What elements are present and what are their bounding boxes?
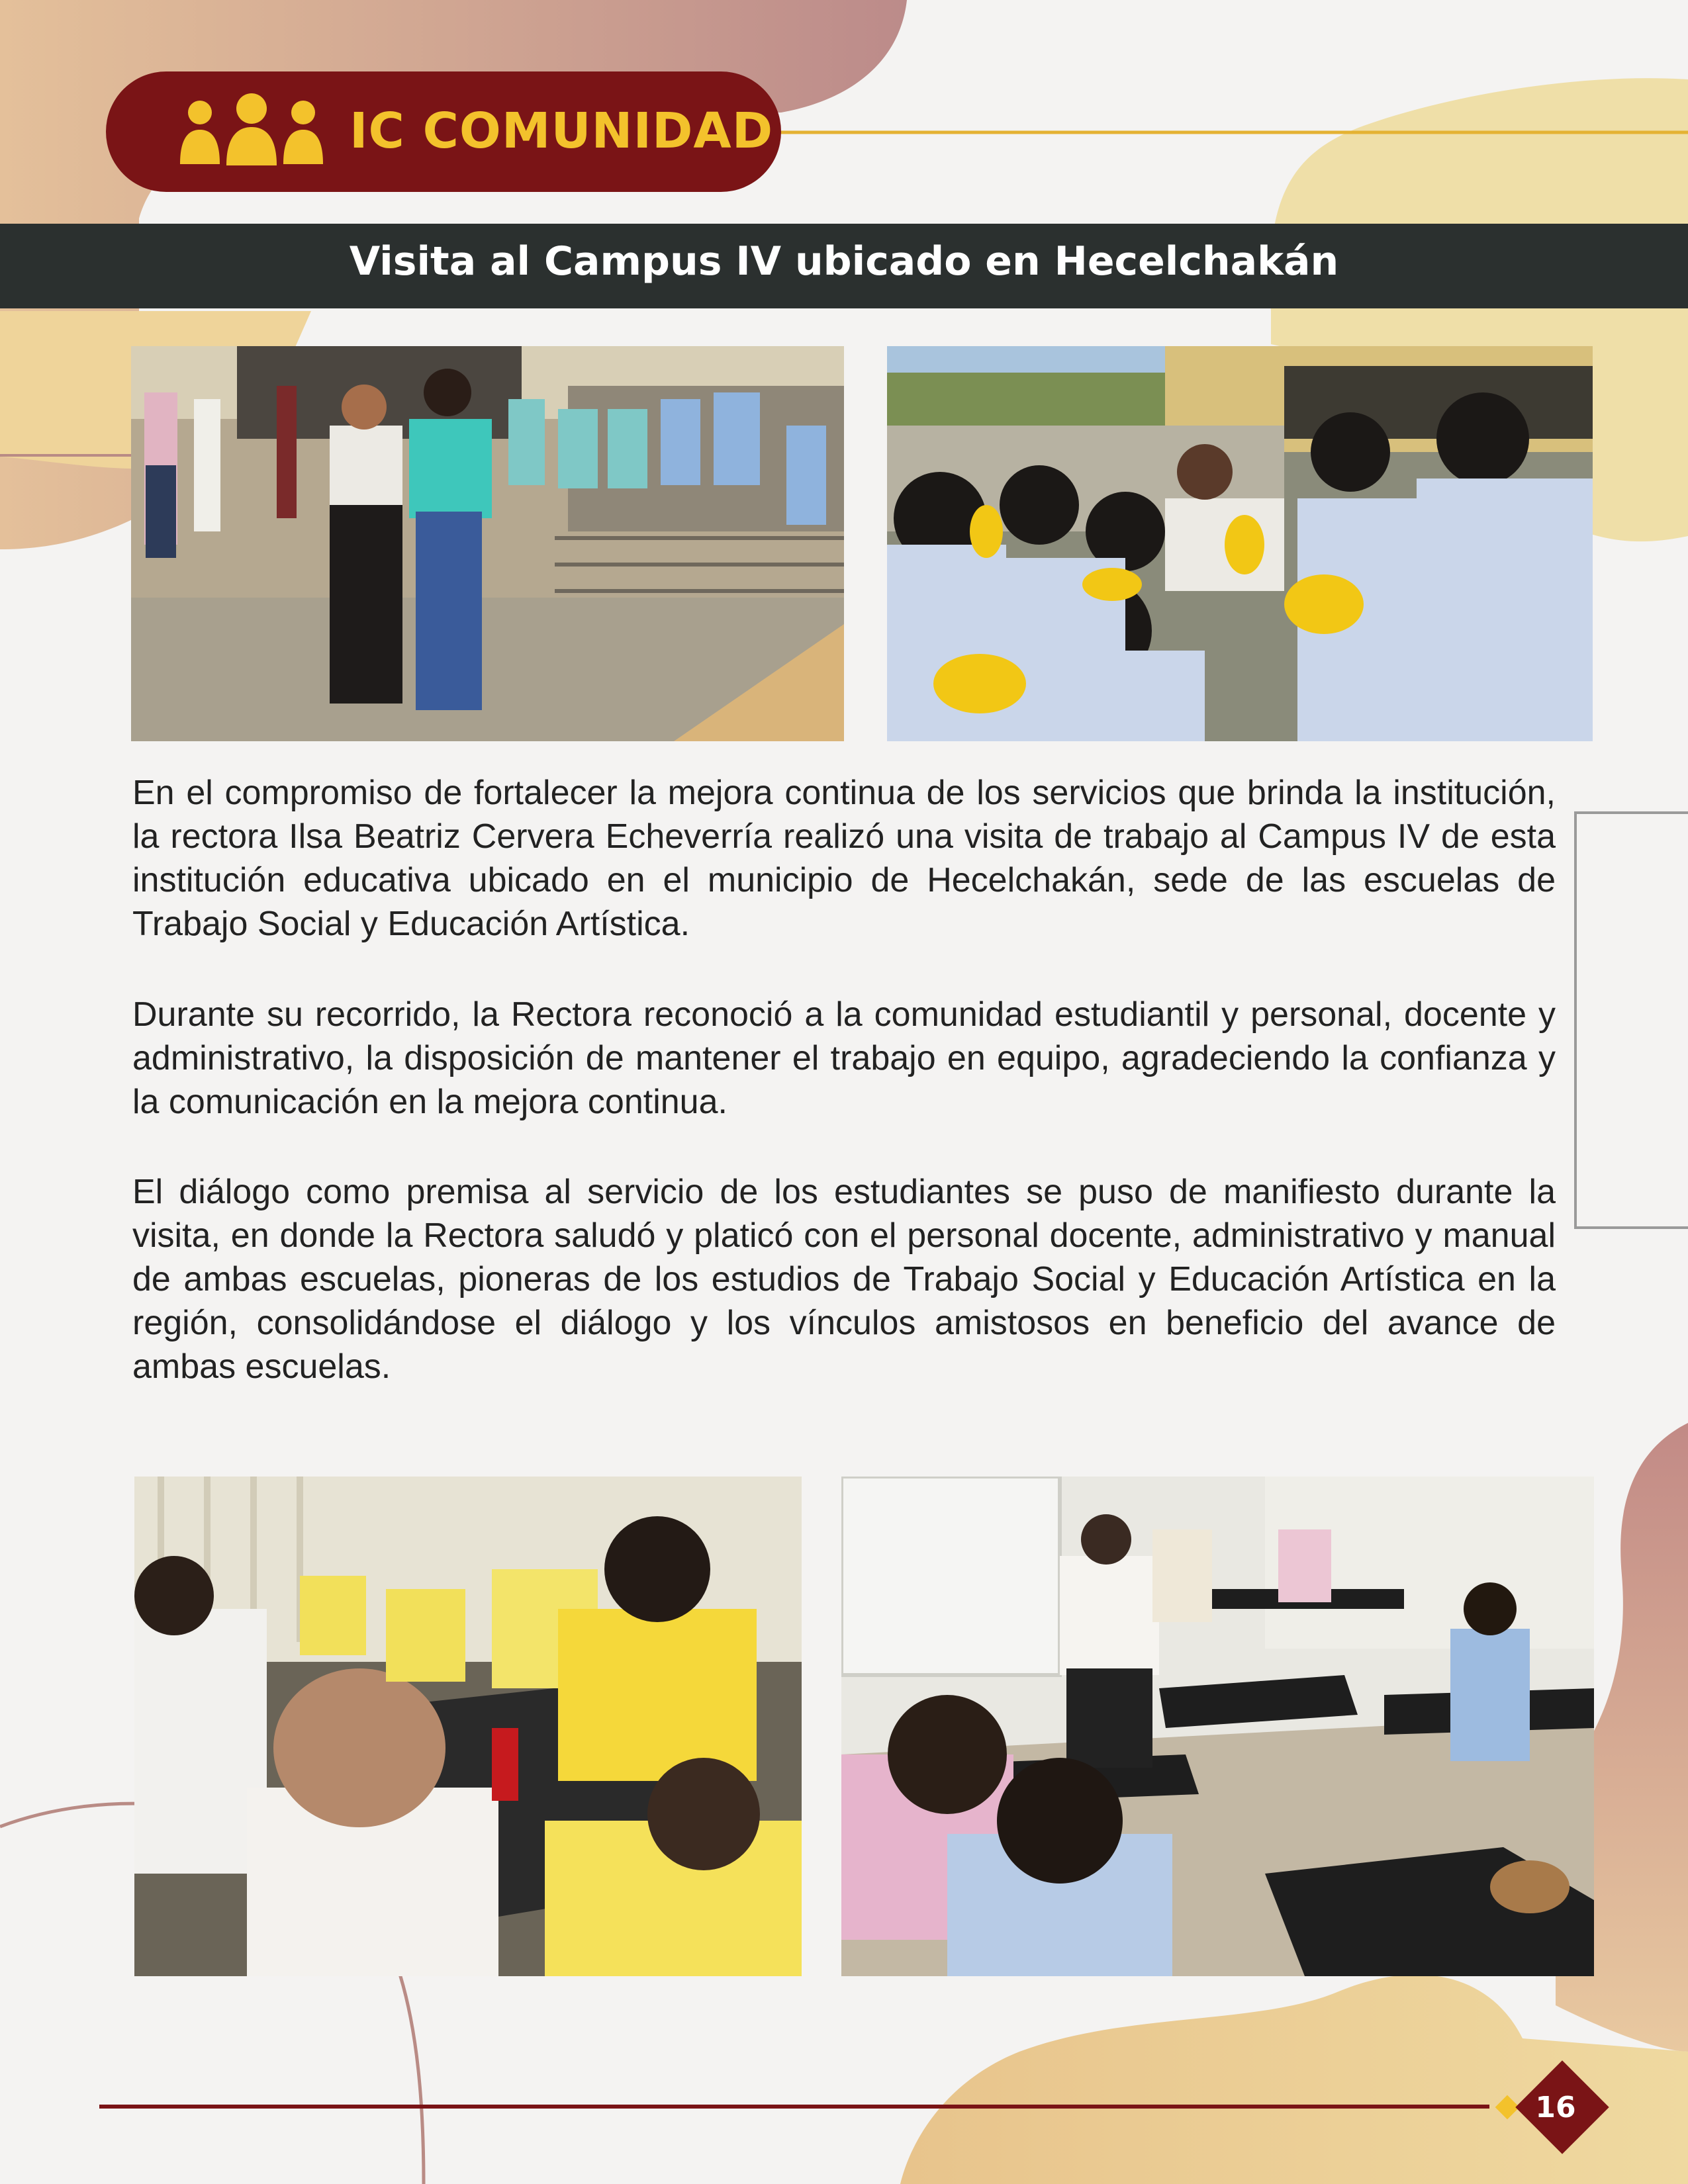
photo-lunch-with-students bbox=[134, 1477, 802, 1976]
people-group-icon bbox=[173, 91, 330, 171]
photo-students-crowd bbox=[887, 346, 1593, 741]
body-paragraph-1: En el compromiso de fortalecer la mejora continua de los servicios que brinda la institución, la rectora Ilsa Beatriz Cervera Echeverría realizó una visita de trabajo al Campus IV de esta institución educativa ubicado en el municipio de Hecelchakán, sede de las escuelas de Trabajo Social y Educación Artística. bbox=[132, 774, 1556, 943]
body-paragraph-2: Durante su recorrido, la Rectora reconoció a la comunidad estudiantil y personal, docente y administrativo, la disposición de mantener el trabajo en equipo, agradeciendo la confianza y la comunicación en la mejora continua. bbox=[132, 995, 1556, 1121]
body-paragraph-3: El diálogo como premisa al servicio de los estudiantes se puso de manifiesto durante la visita, en donde la Rectora saludó y platicó con el personal docente, administrativo y manual de ambas escuelas, pioneras de los estudios de Trabajo Social y Educación Artística en la región, consolidándose el diálogo y los vínculos amistosos en beneficio del avance de ambas escuelas. bbox=[132, 1173, 1556, 1386]
page-number: 16 bbox=[1535, 2091, 1576, 2124]
photo-officials-corridor bbox=[131, 346, 844, 741]
article-title: Visita al Campus IV ubicado en Hecelchakán bbox=[349, 238, 1339, 285]
section-label: IC COMUNIDAD bbox=[350, 103, 774, 159]
photo-classroom-meeting bbox=[841, 1477, 1594, 1976]
